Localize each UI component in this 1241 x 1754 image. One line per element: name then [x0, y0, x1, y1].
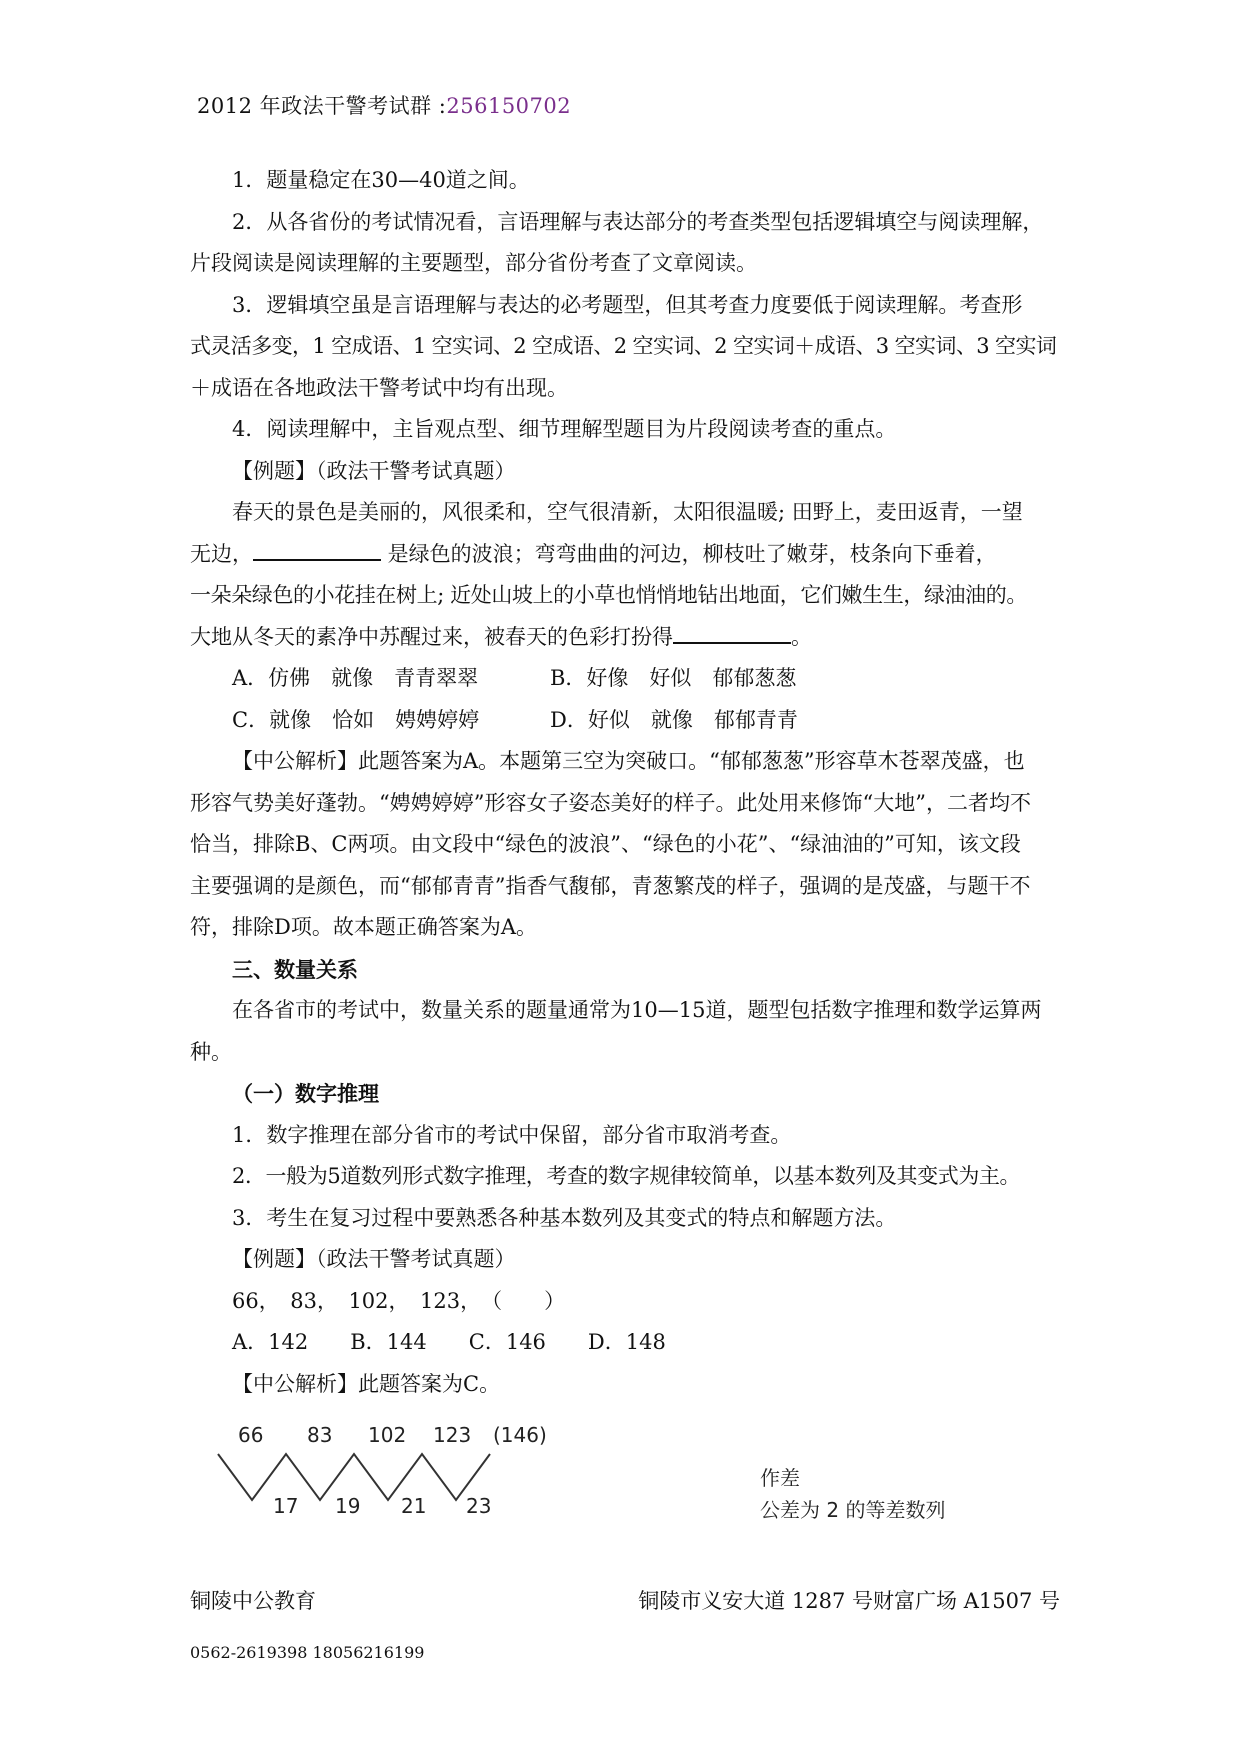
- example-1-title: 【例题】（政法干警考试真题）: [232, 458, 516, 483]
- example-1-line-4: [190, 617, 1060, 659]
- bottom-difference: 17: [273, 1494, 299, 1518]
- top-value: 66: [238, 1423, 264, 1447]
- point-4: 4．阅读理解中，主旨观点型、细节理解型题目为片段阅读考查的重点。: [232, 417, 897, 441]
- example-2-sequence: 66， 83， 102， 123， （ ）: [232, 1288, 566, 1313]
- answer-1-line-2: 形容气势美好蓬勃。“娉娉婷婷”形容女子姿态美好的样子。此处用来修饰“大地”，二者均不: [190, 790, 1031, 815]
- example-2-title: 【例题】（政法干警考试真题）: [232, 1247, 516, 1271]
- section-3-line-1: 在各省市的考试中，数量关系的题量通常为10—15道，题型包括数字推理和数学运算两: [232, 998, 1042, 1022]
- page-header: [197, 90, 571, 120]
- top-value: 83: [307, 1423, 333, 1447]
- answer-1-line-4: 主要强调的是颜色，而“郁郁青青”指香气馥郁，青葱繁茂的样子，强调的是茂盛，与题干不: [190, 873, 1031, 898]
- point-1: 1．题量稳定在30—40道之间。: [232, 168, 530, 192]
- example-1-line-2b: 是绿色的波浪；弯弯曲曲的河边，柳枝吐了嫩芽，枝条向下垂着，: [381, 541, 997, 566]
- subsection-1-heading: （一）数字推理: [232, 1081, 379, 1106]
- answer-1-line-1: 【中公解析】此题答案为A。本题第三空为突破口。“郁郁葱葱”形容草木苍翠茂盛，也: [232, 749, 1025, 773]
- options-row-1: [190, 658, 1060, 700]
- answer-1-line-5: 符，排除D项。故本题正确答案为A。: [190, 915, 538, 939]
- point-3-line-1: 3．逻辑填空虽是言语理解与表达的必考题型，但其考查力度要低于阅读理解。考查形: [232, 292, 1023, 317]
- example-1-line-2: [190, 534, 1060, 576]
- section-3-line-2: 种。: [190, 1039, 232, 1064]
- top-value: (146): [493, 1423, 547, 1447]
- number-point-2: 2．一般为5道数列形式数字推理，考查的数字规律较简单，以基本数列及其变式为主。: [232, 1164, 1021, 1188]
- blank-1: [253, 537, 381, 561]
- point-3-line-2: 式灵活多变，1 空成语、1 空实词、2 空成语、2 空实词、2 空实词＋成语、3 空实词、3 空实词: [190, 334, 1057, 358]
- group-number: 256150702: [446, 94, 572, 118]
- answer-1-line-3: 恰当，排除B、C两项。由文段中“绿色的波浪”、“绿色的小花”、“绿油油的”可知，该文段: [190, 832, 1021, 856]
- option-d: D．好似 就像 郁郁青青: [550, 707, 798, 732]
- option-c: C．就像 恰如 娉娉婷婷: [232, 707, 480, 732]
- point-2-line-1: 2．从各省份的考试情况看，言语理解与表达部分的考查类型包括逻辑填空与阅读理解，: [232, 209, 1044, 234]
- bottom-difference: 23: [466, 1494, 492, 1518]
- document-body: [190, 160, 1060, 1405]
- header-prefix: 2012 年政法干警考试群 :: [197, 94, 447, 118]
- example-1-line-4a: 大地从冬天的素净中苏醒过来，被春天的色彩打扮得: [190, 624, 673, 649]
- footer-organization: 铜陵中公教育: [190, 1589, 316, 1613]
- example-1-line-2a: 无边，: [190, 541, 253, 566]
- options-row-2: [190, 700, 1060, 742]
- top-value: 123: [433, 1423, 472, 1447]
- number-point-3: 3．考生在复习过程中要熟悉各种基本数列及其变式的特点和解题方法。: [232, 1205, 897, 1230]
- section-3-heading: 三、数量关系: [232, 956, 358, 982]
- point-2-line-2: 片段阅读是阅读理解的主要题型，部分省份考查了文章阅读。: [190, 251, 757, 275]
- footer-phone: 0562-2619398 18056216199: [190, 1643, 425, 1662]
- diagram-note-1: 作差: [760, 1466, 800, 1490]
- example-1-line-3: 一朵朵绿色的小花挂在树上; 近处山坡上的小草也悄悄地钻出地面，它们嫩生生，绿油油的。: [190, 583, 1027, 607]
- difference-diagram: [190, 1423, 1070, 1540]
- example-1-line-1: 春天的景色是美丽的，风很柔和，空气很清新，太阳很温暖; 田野上，麦田返青，一望: [232, 500, 1023, 524]
- footer-address: 铜陵市义安大道 1287 号财富广场 A1507 号: [638, 1589, 1060, 1613]
- example-1-line-4b: 。: [791, 624, 812, 649]
- point-3-line-3: ＋成语在各地政法干警考试中均有出现。: [190, 375, 568, 400]
- example-2-options: A．142 B．144 C．146 D．148: [232, 1330, 666, 1354]
- bottom-difference: 19: [335, 1494, 361, 1518]
- bottom-difference: 21: [401, 1494, 427, 1518]
- option-b: B．好像 好似 郁郁葱葱: [550, 666, 797, 690]
- option-a: A．仿佛 就像 青青翠翠: [232, 666, 479, 690]
- number-point-1: 1．数字推理在部分省市的考试中保留，部分省市取消考查。: [232, 1122, 792, 1147]
- top-value: 102: [368, 1423, 407, 1447]
- diagram-note-2: 公差为 2 的等差数列: [760, 1498, 946, 1522]
- blank-2: [673, 620, 791, 644]
- answer-2: 【中公解析】此题答案为C。: [232, 1371, 501, 1396]
